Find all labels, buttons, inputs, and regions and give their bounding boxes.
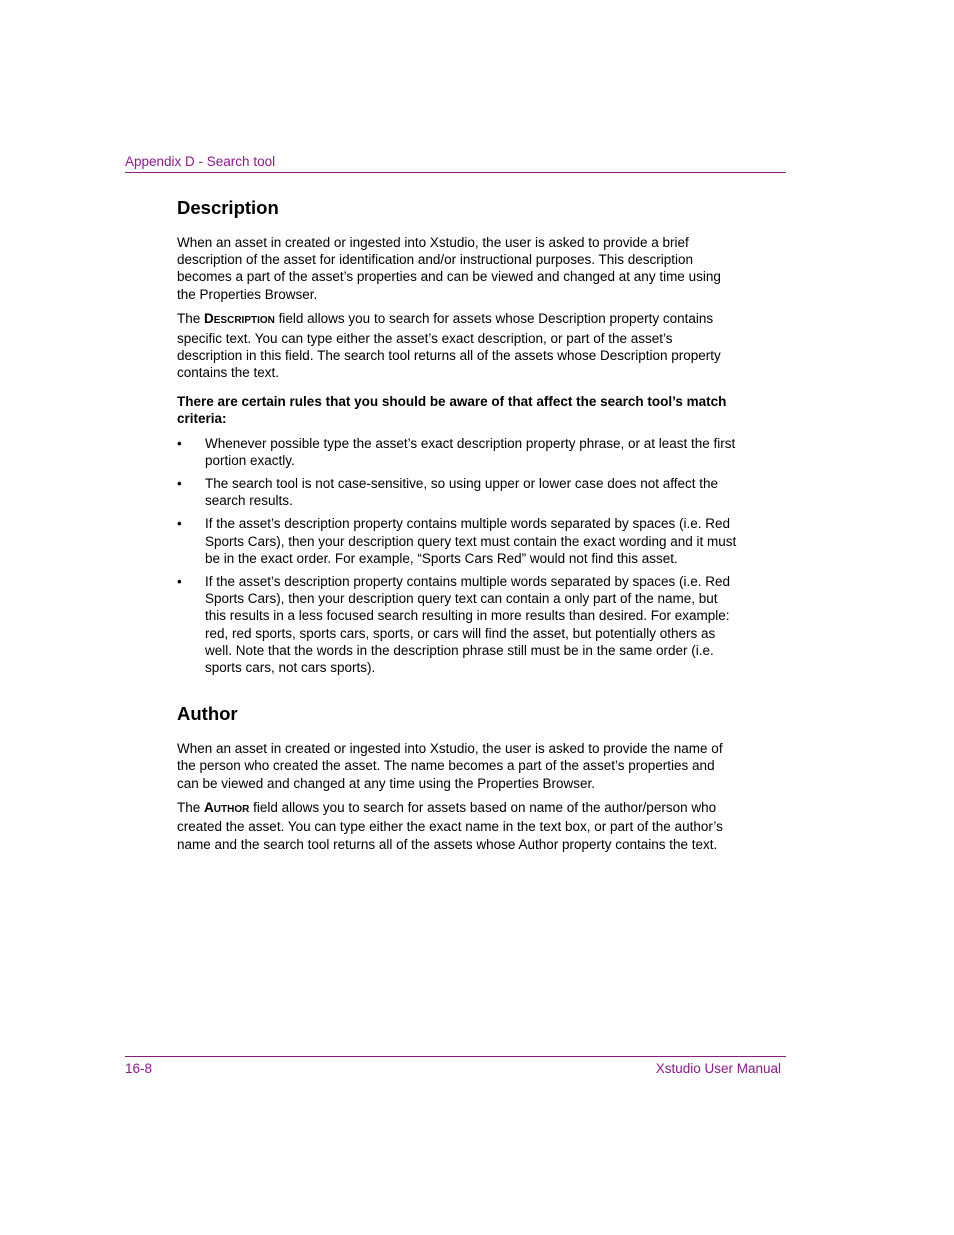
p2-prefix: The <box>177 800 205 816</box>
author-paragraph-1: When an asset in created or ingested into Xstudio, the user is asked to provide the name of the person who created the asset. The name becomes a part of the asset’s properties and can be viewed and changed at any time using the Properties Browser. <box>177 741 723 791</box>
description-paragraph-2 <box>177 310 739 381</box>
bullet-icon: • <box>177 516 182 532</box>
list-item <box>177 475 739 509</box>
author-paragraph-2 <box>177 799 739 853</box>
list-item-text: The search tool is not case-sensitive, so using upper or lower case does not affect the search results. <box>205 475 719 509</box>
page-number: 16-8 <box>125 1061 153 1076</box>
manual-title: Xstudio User Manual <box>655 1061 781 1076</box>
bullet-icon: • <box>177 573 182 589</box>
description-heading: Description <box>177 197 279 218</box>
list-item <box>177 573 739 676</box>
header-text: Appendix D - Search tool <box>125 154 276 169</box>
rules-intro: There are certain rules that you should be aware of that affect the search tool’s match criteria: <box>177 394 727 427</box>
p2-prefix: The <box>177 311 205 327</box>
bullet-icon: • <box>177 475 182 491</box>
page-body <box>177 196 739 860</box>
list-item <box>177 435 739 469</box>
p2-suffix: field allows you to search for assets whose Description property contains specific text. You can type either the asset’s exact description, or part of the asset’s description in this field. The search tool returns all of the assets whose Description property contains the text. <box>177 311 721 380</box>
field-name-rest: ESCRIPTION <box>213 315 275 327</box>
author-heading: Author <box>177 703 238 725</box>
rules-list <box>177 435 739 677</box>
list-item-text: If the asset’s description property contains multiple words separated by spaces (i.e. Red Sports Cars), then your description query text can contain a only part of the name, but this results in a less focused search resulting in more results than desired. For example: red, red sports, sports cars, sports, or cars will find the asset, but potentially others as well. Note that the words in the description phrase still must be in the same order (i.e. sports cars, not cars sports). <box>205 573 731 675</box>
bullet-icon: • <box>177 435 182 451</box>
field-name-rest: UTHOR <box>213 804 250 816</box>
field-name-first: D <box>204 311 214 327</box>
list-item-text: Whenever possible type the asset’s exact description property phrase, or at least the first portion exactly. <box>205 435 736 468</box>
description-paragraph-1: When an asset in created or ingested into Xstudio, the user is asked to provide a brief description of the asset for identification and/or instructional purposes. This description becomes a part of the asset’s properties and can be viewed and changed at any time using the Properties Browser. <box>177 235 721 302</box>
running-header <box>125 153 786 173</box>
list-item <box>177 515 739 567</box>
p2-suffix: field allows you to search for assets based on name of the author/person who created the asset. You can type either the exact name in the text box, or part of the author’s name and the search tool returns all of the assets whose Author property contains the text. <box>177 800 723 852</box>
field-name-first: A <box>204 800 214 816</box>
list-item-text: If the asset’s description property contains multiple words separated by spaces (i.e. Red Sports Cars), then your description query text must contain the exact wording and it must be in the exact order. For example, “Sports Cars Red” would not find this asset. <box>205 516 737 566</box>
running-footer <box>125 1056 786 1081</box>
